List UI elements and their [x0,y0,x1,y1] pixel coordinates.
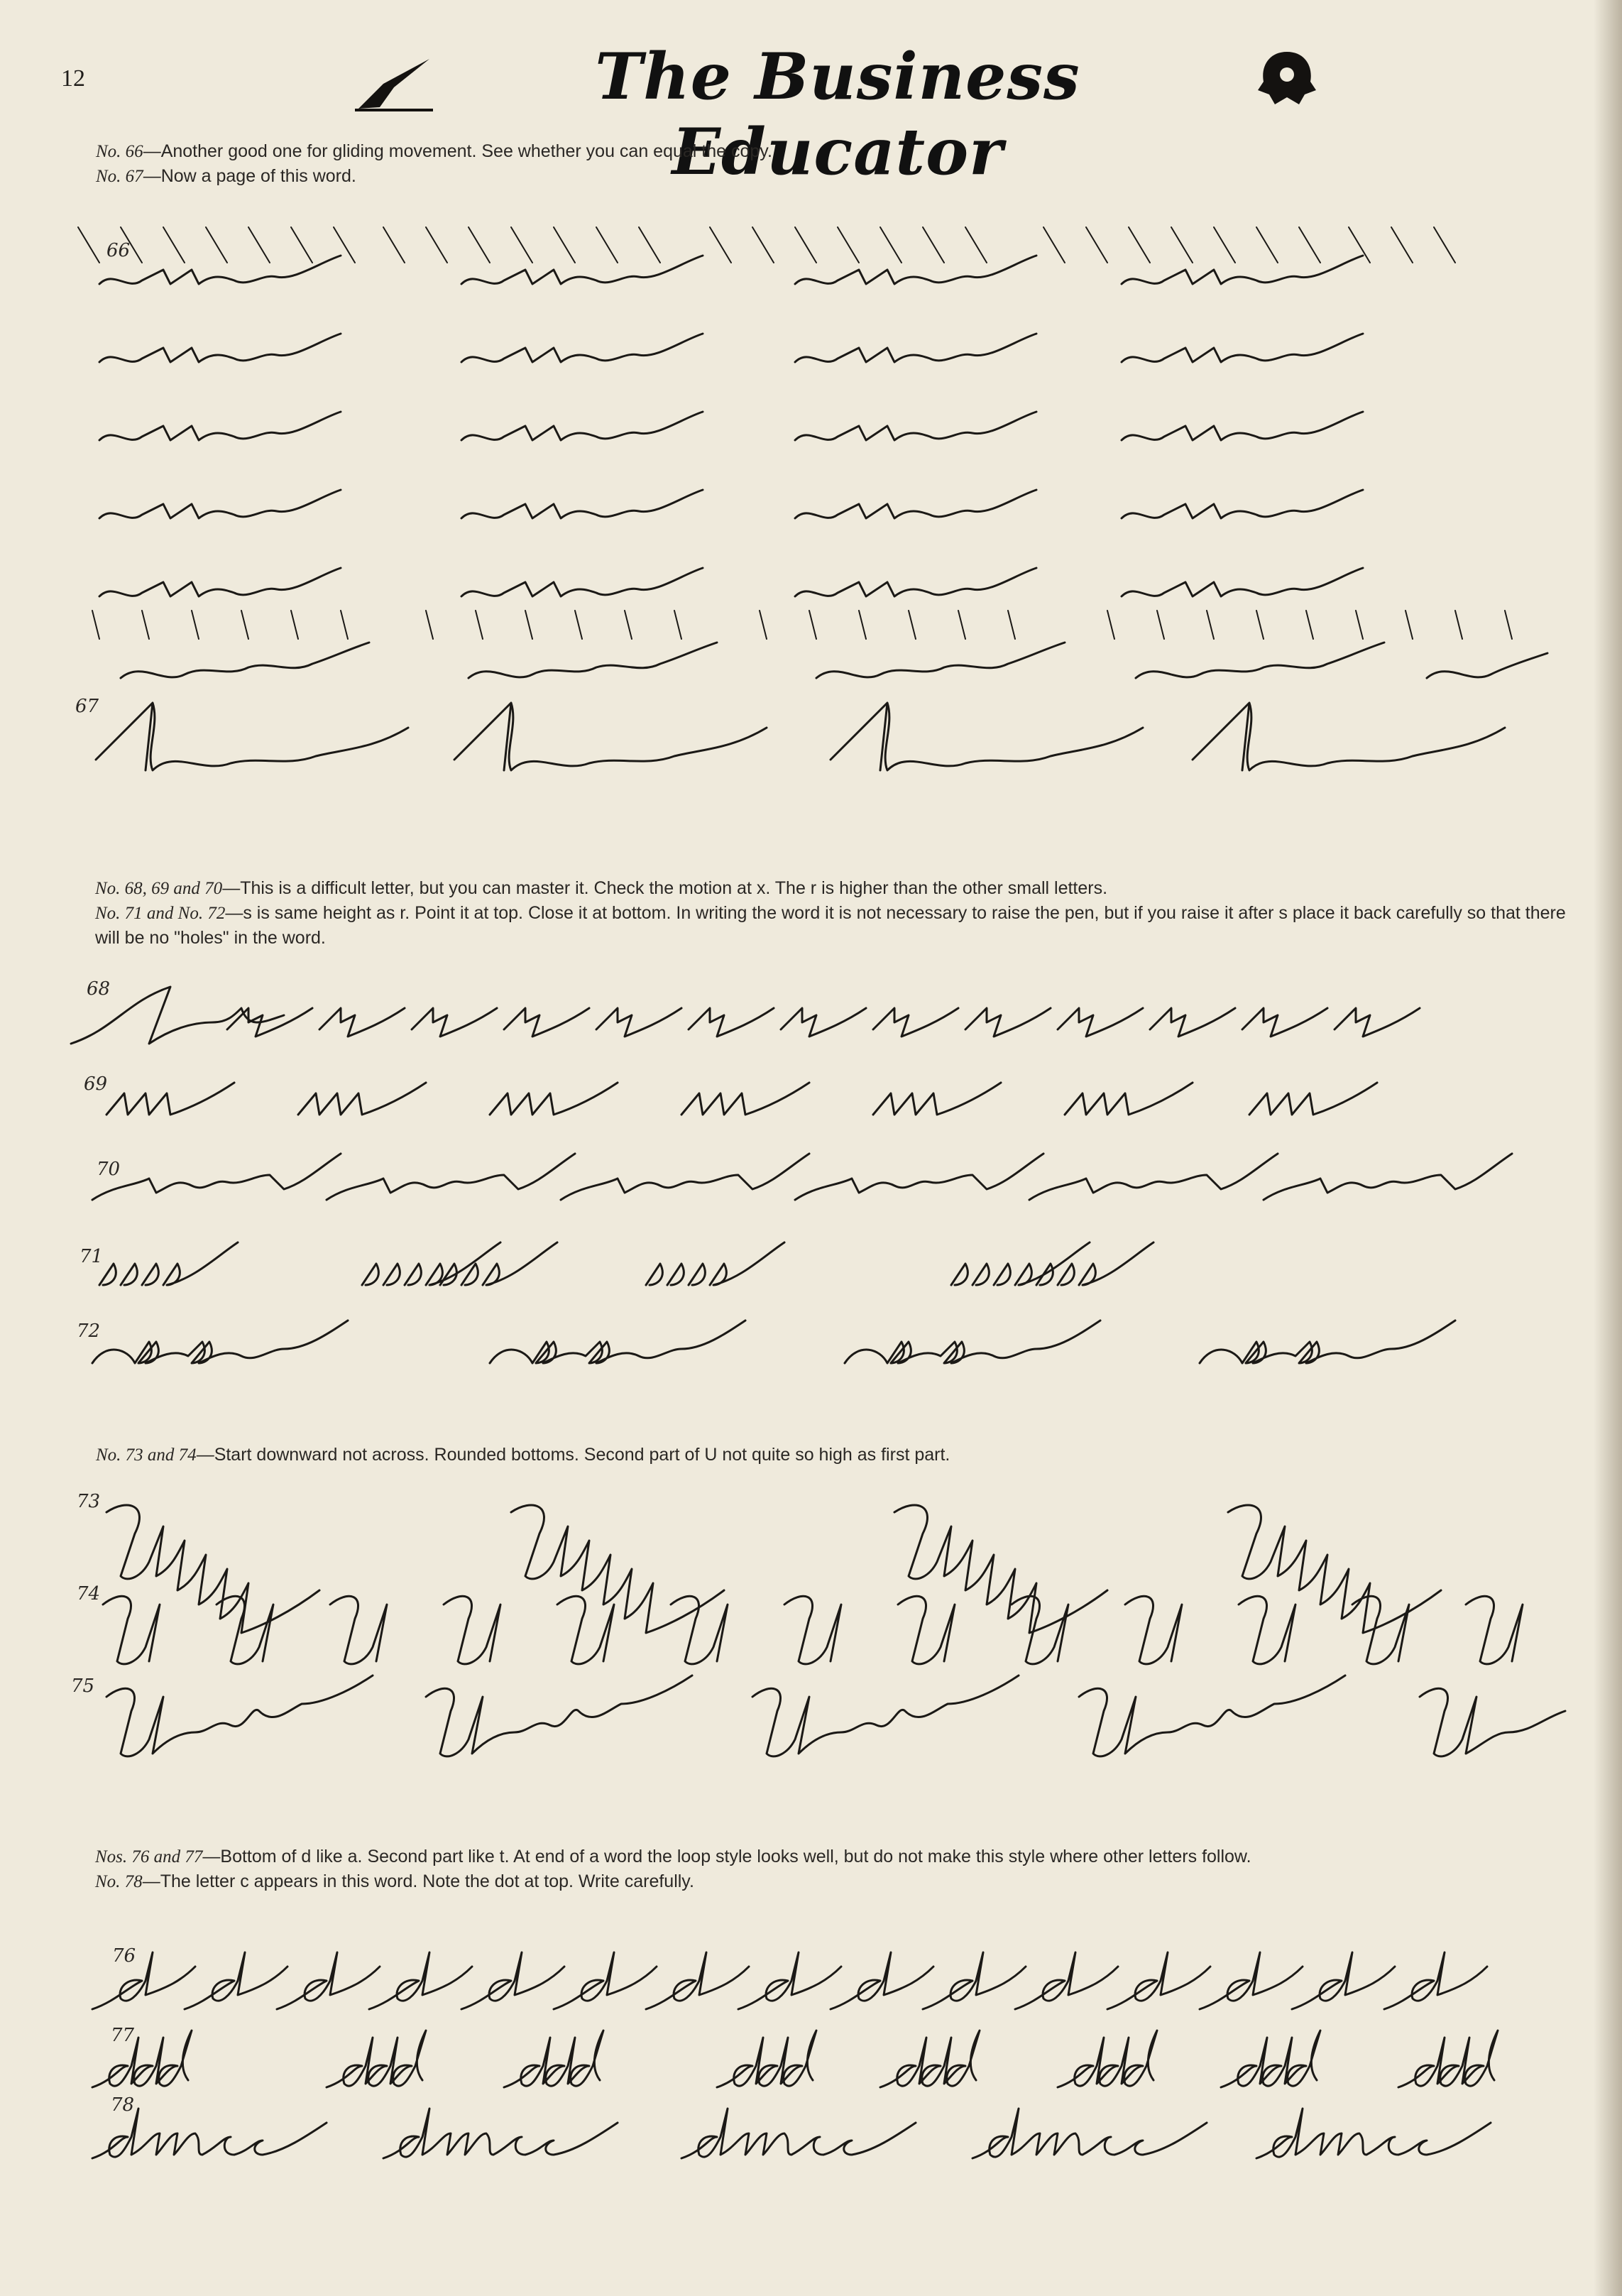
caption-text: —Start downward not across. Rounded bottoms. Second part of U not quite so high as first part. [196,1445,950,1465]
drill-number: 72 [77,1321,101,1342]
caption-text: —Bottom of d like a. Second part like t. At end of a word the loop style looks well, but do not make this style where other letters follow. [202,1847,1251,1866]
emblem-icon [1255,46,1319,114]
drill-74-U-row [103,1596,1523,1664]
drill-number: 76 [112,1945,136,1967]
drill-number: 70 [97,1159,121,1180]
drill-number: 73 [77,1491,101,1512]
caption-ref: No. 78 [95,1872,143,1891]
drill-number: 71 [80,1246,104,1267]
drill-76-d-row [92,1952,1487,2009]
penmanship-plate-66 [0,213,1622,710]
penmanship-plate-73-75 [0,1484,1622,1782]
caption-text: —Now a page of this word. [143,166,356,186]
drill-75-unite-row [106,1675,1565,1756]
caption-text: —s is same height as r. Point it at top. Close it at bottom. In writing the word it is not necessary to raise the pen, but if you raise it after s place it back carefully so that there will be no "holes" in the word. [95,903,1566,948]
penmanship-plate-67 [0,692,1622,806]
caption-66-67 [96,139,1516,189]
caption-text: —The letter c appears in this word. Note the dot at top. Write carefully. [142,1871,694,1891]
caption-76-78 [61,1844,1580,1894]
drill-70-roar-row [92,1154,1512,1200]
drill-72-assessor-row [92,1321,1455,1363]
caption-ref: No. 71 and No. 72 [95,904,226,923]
drill-number: 67 [75,696,99,717]
caption-ref: No. 73 and 74 [96,1445,197,1465]
caption-ref: No. 66 [96,142,143,161]
drill-number: 66 [106,240,131,261]
drill-number: 77 [111,2025,135,2046]
caption-text: —This is a difficult letter, but you can master it. Check the motion at x. The r is higher than the other small letters. [222,878,1108,898]
penmanship-plate-76-78 [0,1945,1622,2172]
drill-number: 69 [84,1073,108,1095]
caption-ref: No. 67 [96,167,143,186]
drill-68-r-row [71,987,1420,1044]
page-number: 12 [61,65,85,92]
masthead-title: The Business Educator [595,39,1080,190]
drill-73-u-row [106,1505,1441,1633]
drill-66-baseline-words [121,643,1547,678]
penmanship-plate-68-72 [0,973,1622,1384]
drill-number: 78 [111,2094,135,2116]
drill-78-dunce-row [92,2109,1491,2158]
drill-number: 68 [87,978,111,1000]
drill-number: 75 [71,1675,95,1697]
drill-66-strokes [99,256,1363,596]
drill-number: 74 [77,1583,101,1605]
caption-73-74 [96,1443,1516,1467]
caption-ref: Nos. 76 and 77 [95,1847,203,1866]
caption-text: —Another good one for gliding movement. See whether you can equal the copy. [143,141,772,161]
quill-icon [351,52,437,119]
caption-ref: No. 68, 69 and 70 [95,879,223,898]
drill-71-s-row [99,1242,1154,1285]
drill-69-rrr-row [106,1083,1377,1115]
drill-77-ddd-row [92,2030,1498,2087]
drill-67-strokes [96,703,1505,770]
caption-68-72 [61,876,1580,950]
